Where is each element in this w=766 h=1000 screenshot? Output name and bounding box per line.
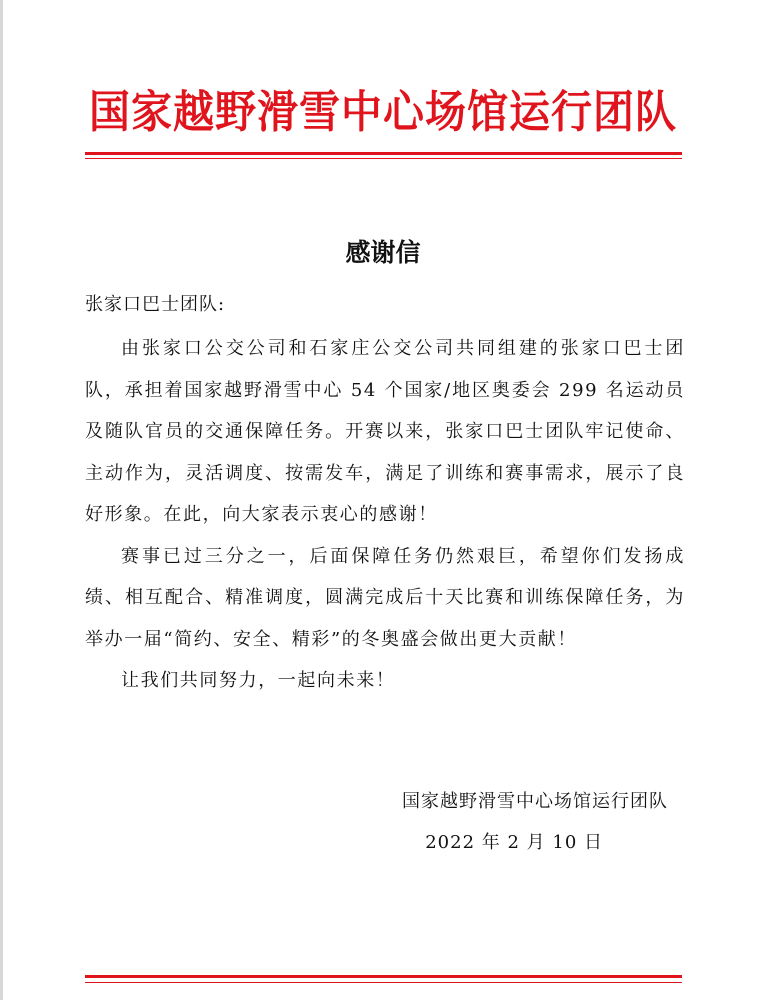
- letter-salutation: 张家口巴士团队:: [85, 294, 226, 315]
- letter-paragraph-1: 由张家口公交公司和石家庄公交公司共同组建的张家口巴士团队，承担着国家越野滑雪中心 54 个国家/地区奥委会 299 名运动员及随队官员的交通保障任务。开赛以来，张家口巴士团队牢记使命、主动作为，灵活调度、按需发车，满足了训练和赛事需求，展示了良好形象。在此，向大家表示衷心的感谢！: [85, 338, 685, 525]
- letterhead-rule-thin: [85, 158, 682, 159]
- letter-paragraph-3: 让我们共同努力，一起向未来！: [121, 670, 396, 691]
- letter-body: [85, 328, 685, 702]
- signature-organization: 国家越野滑雪中心场馆运行团队: [402, 791, 668, 812]
- letter-paragraph-2: 赛事已过三分之一，后面保障任务仍然艰巨，希望你们发扬成绩、相互配合、精准调度，圆满完成后十天比赛和训练保障任务，为举办一届“简约、安全、精彩”的冬奥盛会做出更大贡献！: [85, 545, 685, 650]
- footer-rule-thick: [85, 975, 682, 978]
- letterhead-rule-thick: [85, 152, 682, 155]
- letter-title: 感谢信: [345, 238, 421, 267]
- letterhead-title: 国家越野滑雪中心场馆运行团队: [89, 86, 677, 138]
- signature-date: 2022 年 2 月 10 日: [425, 832, 603, 853]
- footer-rule-thin: [85, 982, 682, 983]
